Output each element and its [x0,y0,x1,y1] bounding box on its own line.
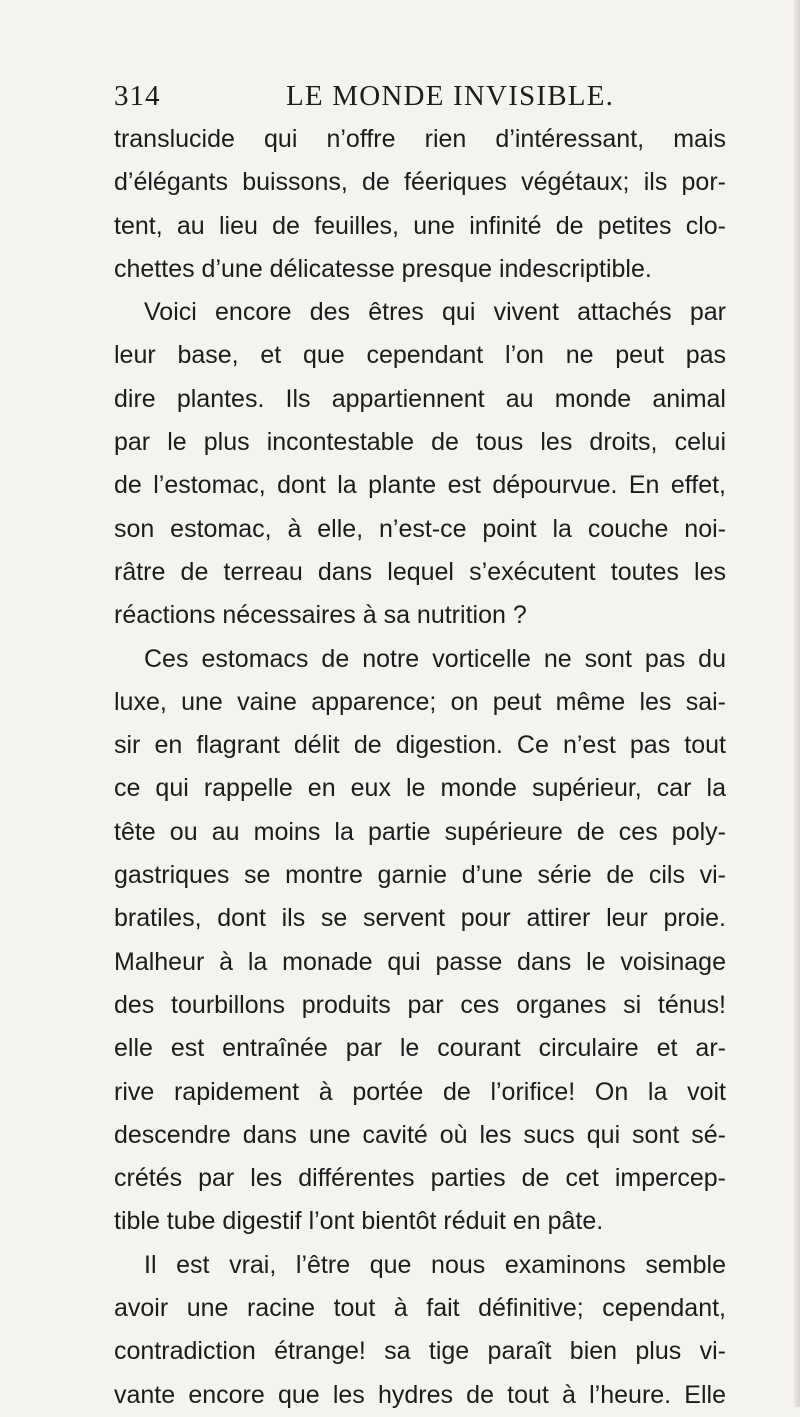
text-line: contradiction étrange! sa tige paraît bien plus vi- [114,1337,726,1366]
text-line: crétés par les différentes parties de cet impercep- [114,1164,726,1193]
text-line: sir en flagrant délit de digestion. Ce n’est pas tout [114,731,726,760]
text-line: son estomac, à elle, n’est-ce point la couche noi- [114,514,726,543]
paragraph-start-line: Voici encore des êtres qui vivent attachés par [144,298,726,327]
paragraph-start-line: Il est vrai, l’être que nous examinons semble [144,1250,726,1279]
text-line: descendre dans une cavité où les sucs qui sont sé- [114,1120,726,1149]
text-line: d’élégants buissons, de féeriques végétaux; ils por- [114,168,726,197]
running-title: LE MONDE INVISIBLE. [286,80,615,112]
text-line: leur base, et que cependant l’on ne peut pas [114,341,726,370]
page-edge [794,0,800,1407]
page-header [0,80,800,120]
paragraph-start-line: Ces estomacs de notre vorticelle ne sont pas du [144,644,726,673]
text-line: avoir une racine tout à fait définitive; cependant, [114,1294,726,1323]
text-line: ce qui rappelle en eux le monde supérieur, car la [114,774,726,803]
text-line: dire plantes. Ils appartiennent au monde animal [114,384,726,413]
text-line: des tourbillons produits par ces organes si ténus! [114,990,726,1019]
text-line: chettes d’une délicatesse presque indescriptible. [114,254,652,283]
text-line: tête ou au moins la partie supérieure de ces poly- [114,817,726,846]
text-line: réactions nécessaires à sa nutrition ? [114,601,527,630]
text-line: translucide qui n’offre rien d’intéressant, mais [114,125,726,153]
text-line: râtre de terreau dans lequel s’exécutent toutes les [114,557,726,586]
text-line: Malheur à la monade qui passe dans le voisinage [114,947,726,976]
text-line: de l’estomac, dont la plante est dépourvue. En effet, [114,471,726,500]
text-line: vante encore que les hydres de tout à l’heure. Elle [114,1380,726,1409]
text-line: par le plus incontestable de tous les droits, celui [114,428,726,457]
text-line: luxe, une vaine apparence; on peut même les sai- [114,687,726,716]
page-number: 314 [114,80,161,112]
body-text [114,118,726,1417]
text-line: tible tube digestif l’ont bientôt réduit en pâte. [114,1207,604,1236]
text-line: bratiles, dont ils se servent pour attirer leur proie. [114,904,726,933]
text-line: gastriques se montre garnie d’une série de cils vi- [114,861,726,890]
text-line: rive rapidement à portée de l’orifice! On la voit [114,1077,726,1106]
text-line: elle est entraînée par le courant circulaire et ar- [114,1034,726,1063]
text-line: tent, au lieu de feuilles, une infinité de petites clo- [114,211,726,240]
